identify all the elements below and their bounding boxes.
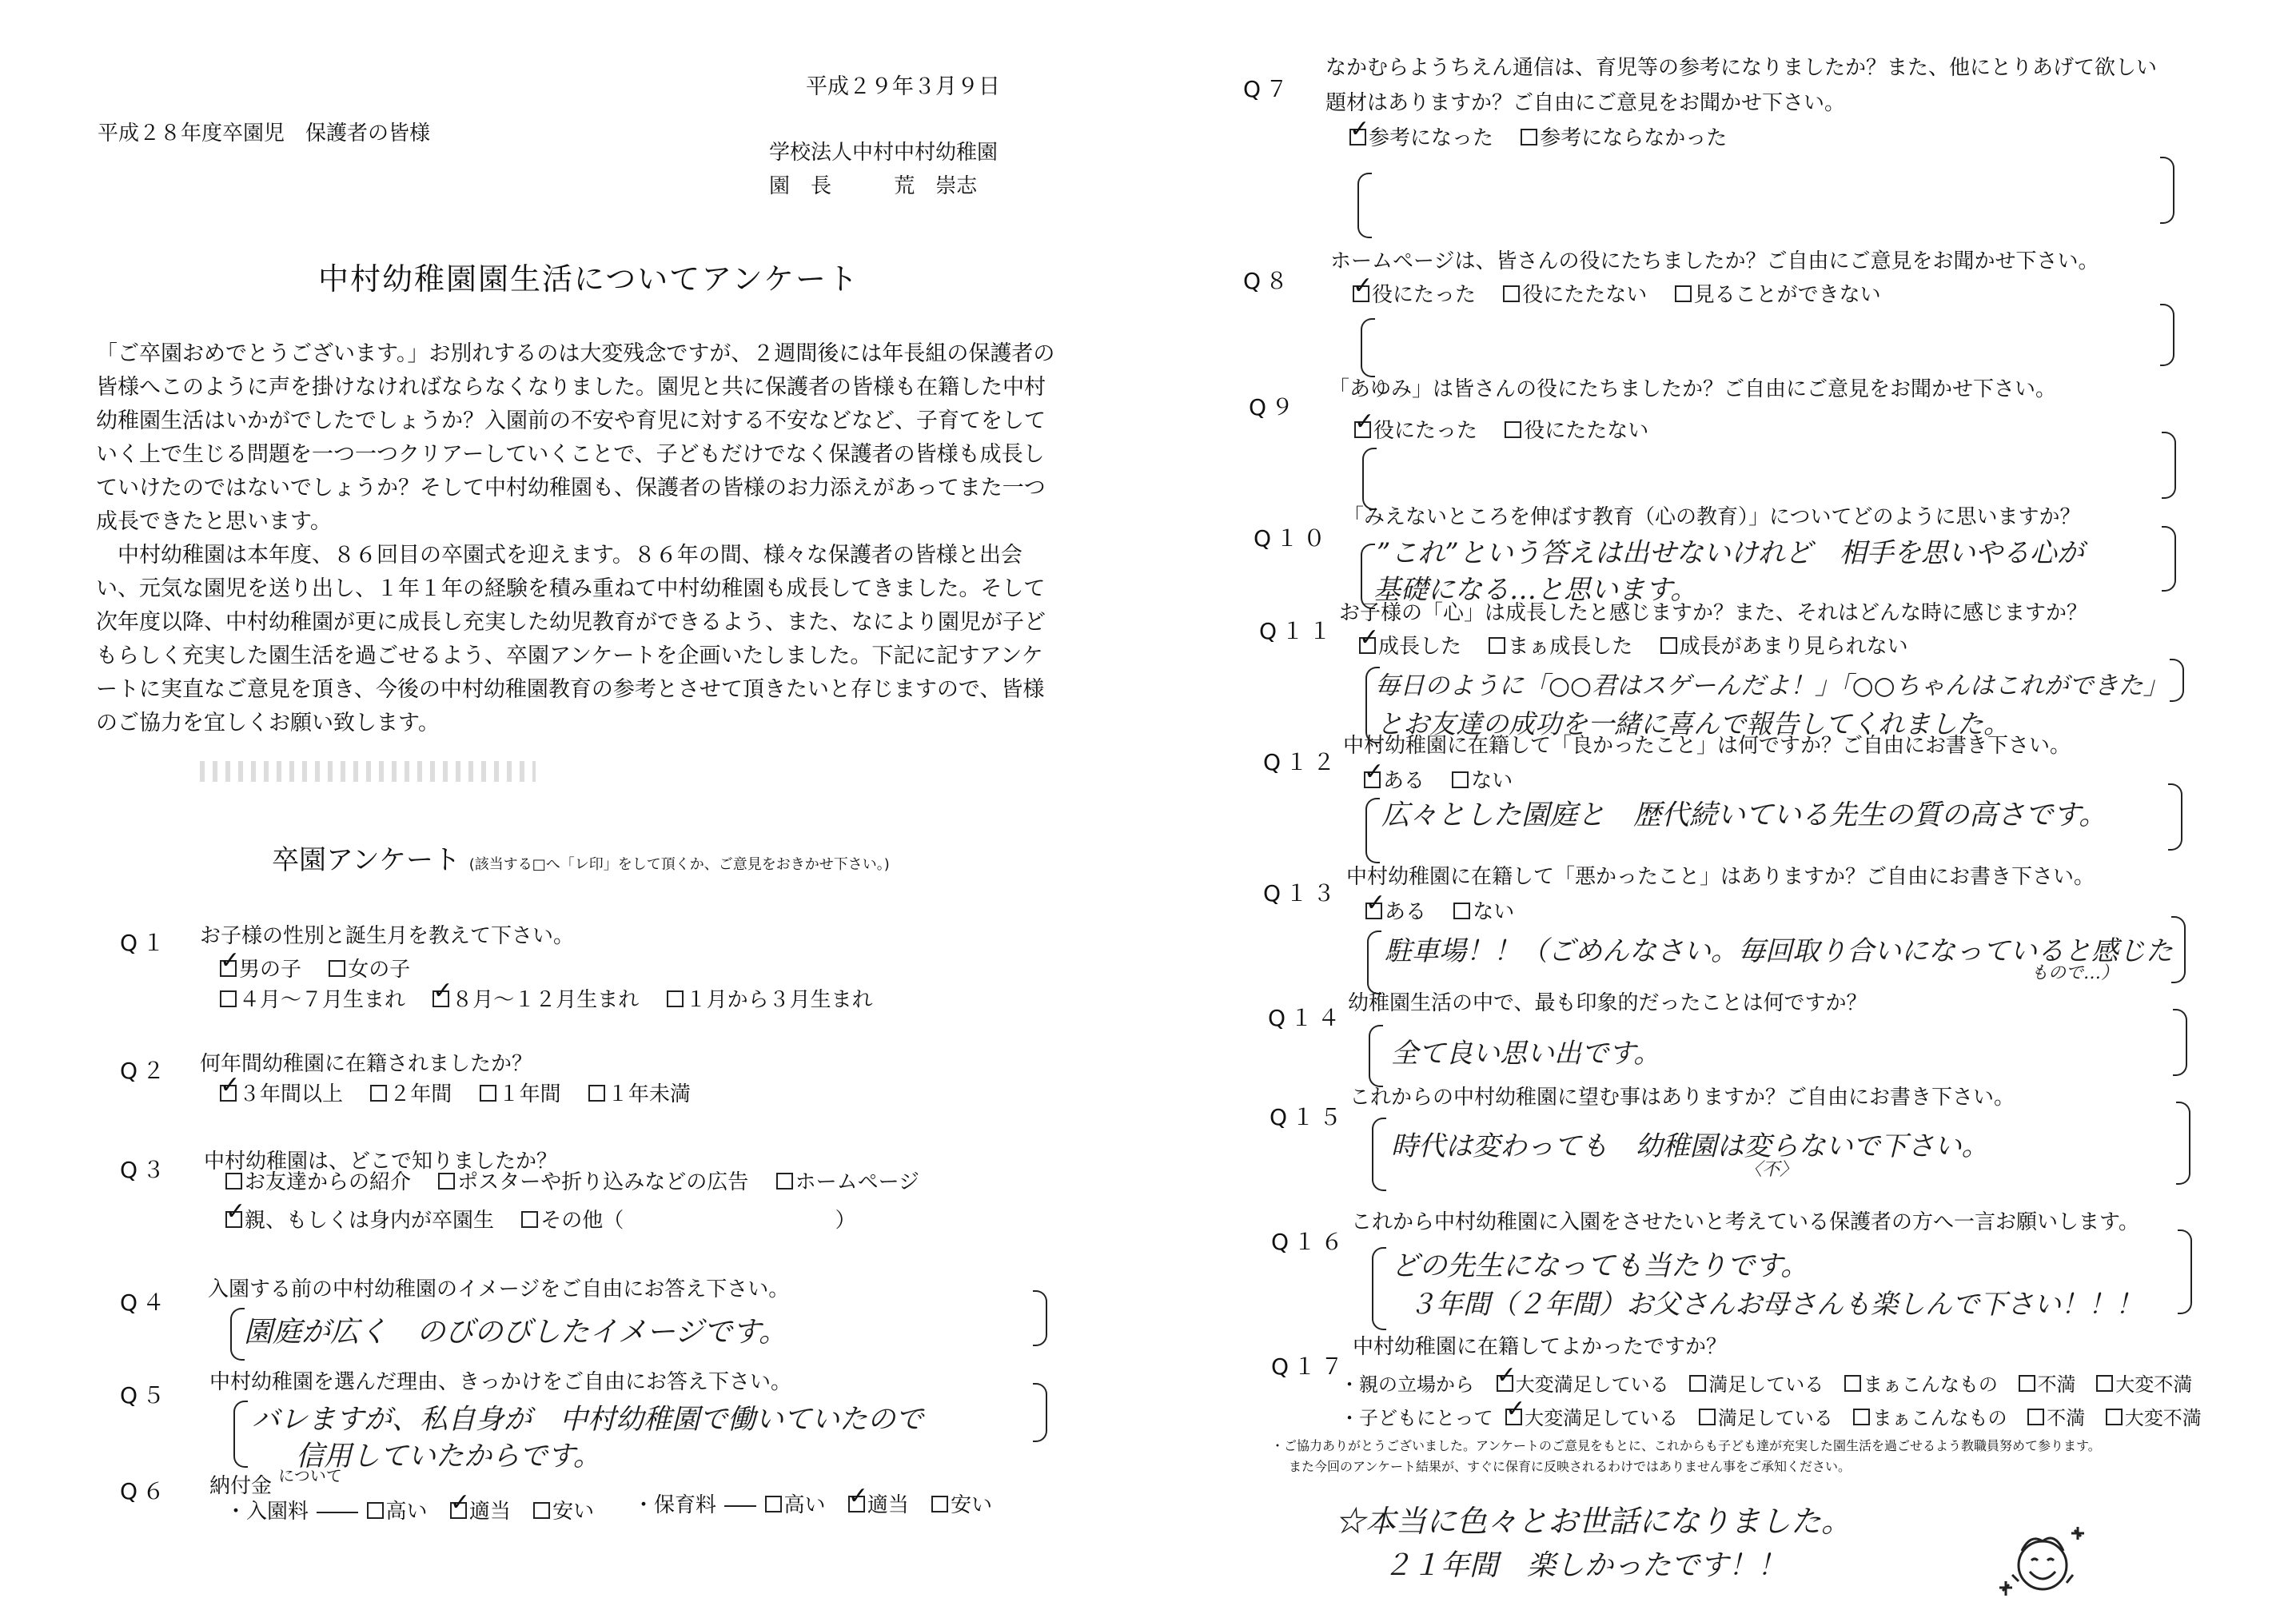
- q17-parent-row: [1340, 1372, 2192, 1397]
- q11-option-grew[interactable]: ✓成長した: [1359, 633, 1461, 660]
- checkbox[interactable]: [367, 1502, 384, 1519]
- q15-answer: 時代は変わっても 幼稚園は変らないで下さい。: [1391, 1130, 1989, 1162]
- q17-child-dissatisfied[interactable]: 不満: [2027, 1405, 2085, 1431]
- q17-parent-dissatisfied[interactable]: 不満: [2019, 1372, 2076, 1397]
- q7-option-not-helpful[interactable]: 参考にならなかった: [1521, 125, 1727, 152]
- q6-tuition-fair[interactable]: ✓ 適当: [848, 1492, 909, 1519]
- q13-option-yes[interactable]: ✓ある: [1365, 899, 1426, 926]
- q1-option-jan-mar[interactable]: １月から３月生まれ: [667, 986, 873, 1014]
- q6-question-note: について: [278, 1466, 342, 1485]
- q9-options: [1354, 417, 1669, 444]
- q2-number: Q２: [120, 1058, 170, 1084]
- checkbox[interactable]: [2096, 1375, 2113, 1392]
- checkbox[interactable]: [2027, 1409, 2044, 1425]
- q16-answer-line2: ３年間（２年間）お父さんお母さんも楽しんで下さい！！！: [1409, 1289, 2143, 1321]
- q12-number: Q１２: [1263, 749, 1341, 775]
- closing-message-line2: ２１年間 楽しかったです！！: [1383, 1549, 1787, 1582]
- q9-question: 「あゆみ」は皆さんの役にたちましたか？ご自由にご意見をお聞かせ下さい。: [1329, 377, 2057, 401]
- checkbox[interactable]: [1503, 285, 1520, 302]
- q13-question: 中村幼稚園に在籍して「悪かったこと」はありますか？ご自由にお書き下さい。: [1346, 865, 2095, 889]
- q12-option-yes[interactable]: ✓ある: [1364, 767, 1425, 795]
- q16-answer-line1: どの先生になっても当たりです。: [1391, 1250, 1809, 1282]
- checkbox[interactable]: [220, 1085, 237, 1102]
- intro-paragraph-1: 「ご卒園おめでとうございます。」お別れするのは大変残念ですが、２週間後には年長組の保護者の皆様へこのように声を掛けなければならなくなりました。園児と共に保護者の皆様も在籍した中村幼稚園生活はいかがでしたでしょうか？入園前の不安や育児に対する不安などなど、子育てをしていく上で生じる問題を一つ一つクリアーしていくことで、子どもだけでなく保護者の皆様も成長していけたのではないでしょうか？そして中村幼稚園も、保護者の皆様のお力添えがあってまた一つ成長できたと思います。: [96, 341, 1055, 534]
- q8-number: Q８: [1243, 268, 1293, 294]
- q9-answer-bracket-right: [2162, 432, 2176, 499]
- q14-question: 幼稚園生活の中で、最も印象的だったことは何ですか？: [1348, 991, 1867, 1015]
- checkbox[interactable]: [1354, 421, 1371, 438]
- q1-option-aug-dec[interactable]: ✓ ８月～１２月生まれ: [432, 986, 639, 1014]
- q17-number: Q１７: [1271, 1353, 1349, 1380]
- q7-question-line2: 題材はありますか？ご自由にご意見をお聞かせ下さい。: [1325, 91, 1846, 115]
- q3-number: Q３: [120, 1157, 170, 1183]
- principal-label: 園 長: [769, 174, 832, 198]
- checkbox[interactable]: [2019, 1375, 2035, 1392]
- q8-question: ホームページは、皆さんの役にたちましたか？ご自由にご意見をお聞かせ下さい。: [1330, 249, 2099, 273]
- q8-options: [1353, 281, 1902, 309]
- q14-answer-bracket-left: [1369, 1025, 1383, 1087]
- q6-entrance-low[interactable]: 安い: [533, 1498, 594, 1525]
- q3-option-poster[interactable]: ポスターや折り込みなどの広告: [438, 1169, 748, 1196]
- q10-answer-line2: 基礎になる…と思います。: [1373, 574, 1698, 606]
- q6-entrance-fee: [225, 1498, 615, 1525]
- q15-number: Q１５: [1270, 1104, 1347, 1130]
- q16-answer-bracket-right: [2178, 1229, 2192, 1314]
- q1-question: お子様の性別と誕生月を教えて下さい。: [200, 924, 575, 948]
- q11-answer-line1: 毎日のように「○○君はスゲーんだよ！」「○○ちゃんはこれができた」: [1375, 672, 2168, 700]
- checkbox[interactable]: [765, 1496, 782, 1512]
- checkbox[interactable]: [1365, 903, 1382, 919]
- q10-question: 「みえないところを伸ばす教育（心の教育）」についてどのように思いますか？: [1343, 505, 2081, 529]
- faint-text-smudge: [200, 761, 536, 782]
- q6-tuition-low[interactable]: 安い: [931, 1492, 992, 1519]
- q17-parent-satisfied[interactable]: 満足している: [1689, 1372, 1824, 1397]
- survey-title-text: 卒園アンケート: [272, 844, 460, 876]
- right-page: [1151, 0, 2296, 1618]
- q17-parent-label: ・親の立場から: [1340, 1373, 1474, 1396]
- q16-question: これから中村幼稚園に入園をさせたいと考えている保護者の方へ一言お願いします。: [1351, 1210, 2139, 1234]
- q6-tuition-fee: [633, 1492, 1013, 1519]
- q6-number: Q６: [120, 1478, 170, 1504]
- checkbox[interactable]: [667, 990, 684, 1007]
- q15-answer-insert: 〈不〉: [1744, 1160, 1798, 1180]
- q17-parent-very-satisfied[interactable]: ✓ 大変満足している: [1497, 1372, 1669, 1397]
- q11-option-somewhat[interactable]: まぁ成長した: [1489, 633, 1632, 660]
- q11-number: Q１１: [1259, 618, 1337, 644]
- addressee: 平成２８年度卒園児 保護者の皆様: [98, 122, 431, 145]
- q9-number: Q９: [1249, 394, 1299, 420]
- checkbox[interactable]: [1359, 637, 1376, 654]
- q12-question: 中村幼稚園に在籍して「良かったこと」は何ですか？ご自由にお書き下さい。: [1343, 734, 2071, 758]
- checkbox[interactable]: [1521, 129, 1537, 145]
- q8-answer-bracket-left: [1361, 318, 1375, 377]
- q13-options: [1365, 899, 1535, 926]
- q17-parent-so-so[interactable]: まぁこんなもの: [1844, 1372, 1998, 1397]
- q17-child-very-dissatisfied[interactable]: 大変不満: [2106, 1405, 2202, 1431]
- q12-option-no[interactable]: ない: [1452, 767, 1513, 795]
- q1-options-month: [220, 986, 894, 1014]
- checkbox[interactable]: [848, 1496, 865, 1512]
- q3-other-close: ）: [835, 1209, 856, 1233]
- q15-answer-bracket-right: [2176, 1102, 2190, 1185]
- q14-answer-bracket-right: [2173, 1009, 2187, 1076]
- checkbox[interactable]: [1489, 637, 1505, 654]
- checkbox[interactable]: [329, 960, 345, 977]
- q9-option-not-useful[interactable]: 役にたたない: [1505, 417, 1648, 444]
- q14-answer: 全て良い思い出です。: [1391, 1038, 1661, 1070]
- q6-tuition-label: ・保育料: [633, 1493, 717, 1517]
- q17-child-so-so[interactable]: まぁこんなもの: [1853, 1405, 2007, 1431]
- checkbox[interactable]: [1349, 129, 1366, 145]
- q11-answer-bracket-right: [2170, 659, 2184, 702]
- q7-answer-bracket-right: [2160, 157, 2174, 224]
- q11-option-little[interactable]: 成長があまり見られない: [1660, 633, 1908, 660]
- checkbox[interactable]: [1853, 1409, 1870, 1425]
- q13-answer-bracket-right: [2171, 916, 2186, 983]
- q13-number: Q１３: [1263, 880, 1341, 907]
- checkbox[interactable]: [1497, 1375, 1513, 1392]
- q16-answer-bracket-left: [1372, 1247, 1386, 1330]
- checkbox[interactable]: [1505, 1409, 1522, 1425]
- smiling-face-doodle-icon: [1995, 1519, 2091, 1607]
- checkbox[interactable]: [1453, 903, 1470, 919]
- q8-option-useful[interactable]: ✓役にたった: [1353, 281, 1476, 309]
- connector-line: [724, 1505, 756, 1507]
- checkbox[interactable]: [1699, 1409, 1716, 1425]
- survey-note: (該当する□へ「レ印」をして頂くか、ご意見をおきかせ下さい。): [468, 856, 890, 873]
- checkbox[interactable]: [2106, 1409, 2123, 1425]
- q2-option-under1[interactable]: １年未満: [588, 1081, 691, 1108]
- checkbox[interactable]: [521, 1211, 538, 1228]
- q17-child-very-satisfied[interactable]: ✓ 大変満足している: [1505, 1405, 1678, 1431]
- q6-entrance-fair[interactable]: ✓ 適当: [450, 1498, 511, 1525]
- q16-number: Q１６: [1271, 1229, 1349, 1255]
- checkbox[interactable]: [220, 990, 237, 1007]
- checkbox[interactable]: [1452, 771, 1469, 788]
- q4-number: Q４: [120, 1289, 170, 1316]
- q11-options: [1359, 633, 1929, 660]
- q10-answer-line1: ”これ”という答えは出せないけれど 相手を思いやる心が: [1377, 537, 2084, 569]
- q13-answer-line2: もので…）: [2031, 963, 2119, 983]
- q9-option-useful[interactable]: ✓役にたった: [1354, 417, 1477, 444]
- q13-answer-bracket-left: [1367, 931, 1381, 994]
- q7-answer-bracket-left: [1357, 173, 1372, 238]
- q15-answer-bracket-left: [1372, 1118, 1386, 1191]
- q11-question: お子様の「心」は成長したと感じますか？また、それはどんな時に感じますか？: [1339, 601, 2088, 625]
- q1-option-boy[interactable]: ✓男の子: [220, 956, 301, 983]
- q17-child-satisfied[interactable]: 満足している: [1699, 1405, 1833, 1431]
- checkbox[interactable]: [220, 960, 237, 977]
- q3-option-alumni[interactable]: ✓親、もしくは身内が卒園生: [225, 1207, 494, 1234]
- q2-option-1year[interactable]: １年間: [480, 1081, 561, 1108]
- checkbox[interactable]: [438, 1173, 455, 1190]
- q12-answer: 広々とした園庭と 歴代続いている先生の質の高さです。: [1381, 799, 2107, 831]
- q4-answer-bracket-left: [230, 1308, 245, 1361]
- left-page: [0, 0, 1143, 1618]
- q2-question: 何年間幼稚園に在籍されましたか？: [200, 1052, 533, 1076]
- q4-question: 入園する前の中村幼稚園のイメージをご自由にお答え下さい。: [208, 1277, 790, 1301]
- checkbox[interactable]: [1660, 637, 1677, 654]
- checkbox[interactable]: [1689, 1375, 1706, 1392]
- checkbox[interactable]: [432, 990, 449, 1007]
- checkbox[interactable]: [1675, 285, 1692, 302]
- checkbox[interactable]: [1364, 771, 1381, 788]
- q5-answer-line2: 信用していたからです。: [296, 1441, 601, 1473]
- q13-answer-line1: 駐車場！！（ごめんなさい。毎回取り合いになっていると感じた: [1385, 935, 2173, 967]
- footer-note-2: また今回のアンケート結果が、すぐに保育に反映されるわけではありません事をご承知ください。: [1289, 1459, 1852, 1474]
- q6-question-text: 納付金: [209, 1474, 273, 1498]
- q3-option-other[interactable]: その他（: [521, 1207, 624, 1234]
- q8-answer-bracket-right: [2160, 304, 2174, 366]
- q6-question: [209, 1466, 342, 1500]
- q7-option-helpful[interactable]: ✓参考になった: [1349, 125, 1493, 152]
- q14-number: Q１４: [1268, 1005, 1345, 1031]
- checkbox[interactable]: [225, 1173, 242, 1190]
- q5-number: Q５: [120, 1382, 170, 1409]
- q6-entrance-label: ・入園料: [225, 1500, 309, 1524]
- q10-answer-bracket-right: [2162, 526, 2176, 592]
- q6-tuition-high[interactable]: 高い: [765, 1492, 826, 1519]
- checkbox[interactable]: [1353, 285, 1369, 302]
- document-title: 中村幼稚園園生活についてアンケート: [318, 261, 859, 297]
- q17-parent-very-dissatisfied[interactable]: 大変不満: [2096, 1372, 2192, 1397]
- checkbox[interactable]: [480, 1085, 496, 1102]
- q7-question-line1: なかむらようちえん通信は、育児等の参考になりましたか？また、他にとりあげて欲しい: [1325, 56, 2158, 80]
- q3-options-row2: [225, 1207, 856, 1234]
- q8-option-cannot-view[interactable]: 見ることができない: [1675, 281, 1881, 309]
- principal-name: 荒 崇志: [894, 174, 978, 198]
- checkbox[interactable]: [225, 1211, 242, 1228]
- q12-options: [1364, 767, 1533, 795]
- q13-option-no[interactable]: ない: [1453, 899, 1514, 926]
- q12-answer-bracket-left: [1365, 798, 1380, 863]
- checkbox[interactable]: [931, 1496, 948, 1512]
- closing-message-line1: ☆本当に色々とお世話になりました。: [1335, 1504, 1852, 1539]
- intro-paragraph-2: 中村幼稚園は本年度、８６回目の卒園式を迎えます。８６年の間、様々な保護者の皆様と出会い、元気な園児を送り出し、１年１年の経験を積み重ねて中村幼稚園も成長してきました。そして次年度以降、中村幼稚園が更に成長し充実した幼児教育ができるよう、また、なにより園児が子どもらしく充実した園生活を過ごせるよう、卒園アンケートを企画いたしました。下記に記すアンケートに実直なご意見を頂き、今後の中村幼稚園教育の参考とさせて頂きたいと存じますので、皆様のご協力を宜しくお願い致します。: [96, 543, 1046, 735]
- q3-question: 中村幼稚園は、どこで知りましたか？: [204, 1150, 558, 1174]
- issue-date: 平成２９年３月９日: [806, 74, 1000, 99]
- q2-option-3years[interactable]: ✓３年間以上: [220, 1081, 343, 1108]
- q3-option-homepage[interactable]: ホームページ: [776, 1169, 919, 1196]
- intro-text: [96, 337, 1063, 740]
- connector-line: [317, 1512, 358, 1513]
- checkbox[interactable]: [776, 1173, 793, 1190]
- q12-answer-bracket-right: [2168, 783, 2182, 851]
- q3-options-row1: [225, 1169, 940, 1196]
- school-name: 学校法人中村中村幼稚園: [769, 141, 999, 165]
- q1-option-girl[interactable]: 女の子: [329, 956, 410, 983]
- q5-answer-bracket-left: [233, 1401, 248, 1468]
- q10-number: Q１０: [1254, 525, 1331, 552]
- footer-note-1: ・ご協力ありがとうございました。アンケートのご意見をもとに、これからも子ども達が充実した園生活を過ごせるよう教職員努めて参ります。: [1271, 1438, 2101, 1453]
- q5-question: 中村幼稚園を選んだ理由、きっかけをご自由にお答え下さい。: [209, 1370, 792, 1394]
- q17-child-row: [1340, 1405, 2202, 1431]
- q17-question: 中村幼稚園に在籍してよかったですか？: [1353, 1335, 1728, 1359]
- q2-option-2years[interactable]: ２年間: [370, 1081, 452, 1108]
- q5-answer-bracket-right: [1033, 1383, 1047, 1442]
- q3-option-friend[interactable]: お友達からの紹介: [225, 1169, 411, 1196]
- checkbox[interactable]: [588, 1085, 605, 1102]
- q1-option-apr-jul[interactable]: ４月～７月生まれ: [220, 986, 405, 1014]
- checkbox[interactable]: [1505, 421, 1521, 438]
- q15-question: これからの中村幼稚園に望む事はありますか？ご自由にお書き下さい。: [1349, 1086, 2015, 1110]
- principal: [769, 173, 977, 200]
- q6-entrance-high[interactable]: 高い: [367, 1498, 428, 1525]
- survey-title: [272, 838, 890, 877]
- checkbox[interactable]: [1844, 1375, 1861, 1392]
- checkbox[interactable]: [370, 1085, 387, 1102]
- checkbox[interactable]: [533, 1502, 550, 1519]
- q1-number: Q１: [120, 930, 170, 956]
- q4-answer-bracket-right: [1033, 1290, 1047, 1346]
- q11-answer-line2: とお友達の成功を一緒に喜んで報告してくれました。: [1377, 708, 2010, 739]
- q17-child-label: ・子どもにとって: [1340, 1407, 1493, 1429]
- q5-answer-line1: バレますが、私自身が 中村幼稚園で働いていたので: [252, 1404, 924, 1436]
- q7-options: [1349, 125, 1748, 152]
- q7-number: Q７: [1243, 76, 1293, 102]
- q4-answer: 園庭が広く のびのびしたイメージです。: [244, 1316, 788, 1349]
- q2-options: [220, 1081, 712, 1108]
- q1-options-gender: [220, 956, 431, 983]
- q8-option-not-useful[interactable]: 役にたたない: [1503, 281, 1647, 309]
- checkbox[interactable]: [450, 1502, 467, 1519]
- q9-answer-bracket-left: [1362, 448, 1377, 510]
